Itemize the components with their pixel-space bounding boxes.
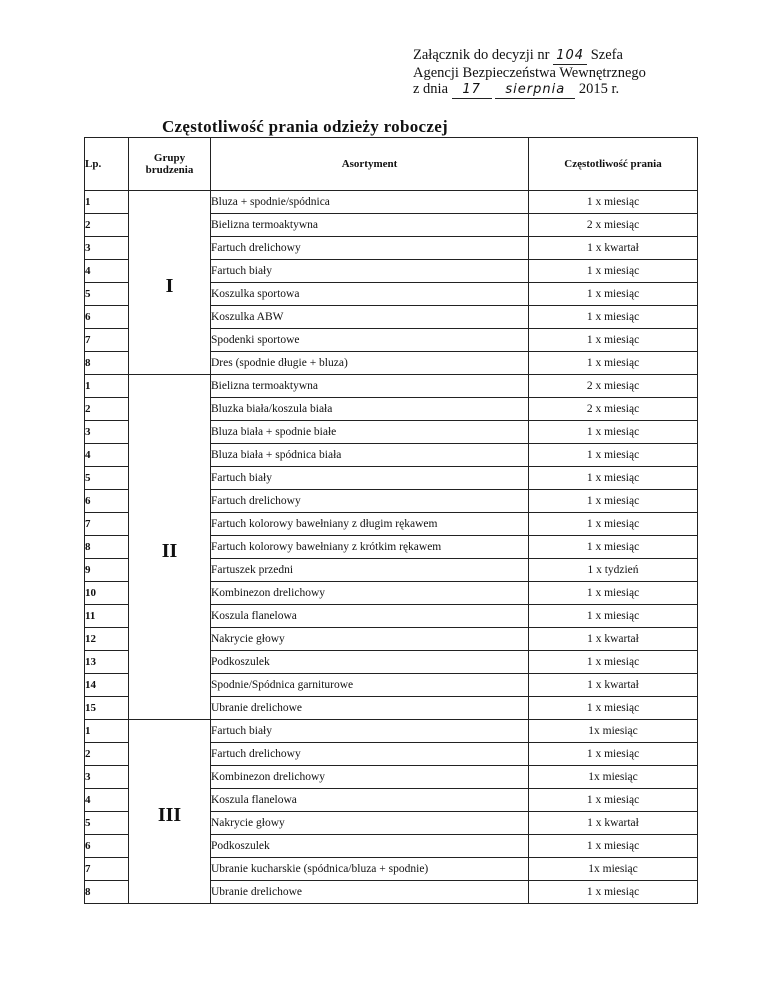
soiling-group-label: I bbox=[165, 275, 174, 297]
assortment-cell: Ubranie kucharskie (spódnica/bluza + spodnie) bbox=[211, 858, 529, 881]
assortment-cell: Fartuch drelichowy bbox=[211, 237, 529, 260]
date-day: 17 bbox=[452, 82, 492, 99]
row-number: 1 bbox=[85, 191, 129, 214]
frequency-cell: 1 x miesiąc bbox=[529, 329, 698, 352]
date-year: 2015 r. bbox=[578, 81, 620, 97]
row-number: 4 bbox=[85, 444, 129, 467]
assortment-cell: Fartuch drelichowy bbox=[211, 743, 529, 766]
row-number: 7 bbox=[85, 513, 129, 536]
header-lp: Lp. bbox=[85, 138, 129, 191]
assortment-cell: Bielizna termoaktywna bbox=[211, 214, 529, 237]
table-row bbox=[85, 191, 698, 214]
row-number: 6 bbox=[85, 490, 129, 513]
row-number: 8 bbox=[85, 352, 129, 375]
frequency-cell: 2 x miesiąc bbox=[529, 398, 698, 421]
soiling-group-cell bbox=[129, 720, 211, 904]
row-number: 8 bbox=[85, 536, 129, 559]
header-prefix: Załącznik do decyzji nr bbox=[413, 47, 550, 63]
soiling-group-label: III bbox=[157, 804, 182, 826]
row-number: 7 bbox=[85, 858, 129, 881]
soiling-group-cell bbox=[129, 191, 211, 375]
row-number: 5 bbox=[85, 467, 129, 490]
date-month: sierpnia bbox=[495, 82, 575, 99]
header-line-1 bbox=[413, 47, 646, 65]
assortment-cell: Kombinezon drelichowy bbox=[211, 582, 529, 605]
frequency-cell: 1 x tydzień bbox=[529, 559, 698, 582]
assortment-cell: Bluza + spodnie/spódnica bbox=[211, 191, 529, 214]
frequency-cell: 1 x kwartał bbox=[529, 237, 698, 260]
row-number: 12 bbox=[85, 628, 129, 651]
assortment-cell: Fartuch kolorowy bawełniany z długim rękawem bbox=[211, 513, 529, 536]
frequency-cell: 1 x miesiąc bbox=[529, 697, 698, 720]
frequency-cell: 1 x kwartał bbox=[529, 674, 698, 697]
row-number: 2 bbox=[85, 214, 129, 237]
assortment-cell: Koszula flanelowa bbox=[211, 605, 529, 628]
laundry-frequency-table bbox=[84, 137, 698, 904]
table-row bbox=[85, 375, 698, 398]
frequency-cell: 1 x miesiąc bbox=[529, 513, 698, 536]
header-line-2: Agencji Bezpieczeństwa Wewnętrznego bbox=[413, 65, 646, 81]
row-number: 5 bbox=[85, 283, 129, 306]
frequency-cell: 1 x miesiąc bbox=[529, 490, 698, 513]
assortment-cell: Ubranie drelichowe bbox=[211, 881, 529, 904]
assortment-cell: Spodnie/Spódnica garniturowe bbox=[211, 674, 529, 697]
assortment-cell: Fartuch biały bbox=[211, 720, 529, 743]
assortment-cell: Koszulka sportowa bbox=[211, 283, 529, 306]
row-number: 4 bbox=[85, 789, 129, 812]
frequency-cell: 2 x miesiąc bbox=[529, 214, 698, 237]
decision-number: 104 bbox=[553, 48, 587, 65]
row-number: 2 bbox=[85, 743, 129, 766]
frequency-cell: 1 x miesiąc bbox=[529, 306, 698, 329]
row-number: 7 bbox=[85, 329, 129, 352]
row-number: 14 bbox=[85, 674, 129, 697]
assortment-cell: Nakrycie głowy bbox=[211, 812, 529, 835]
row-number: 11 bbox=[85, 605, 129, 628]
assortment-cell: Dres (spodnie długie + bluza) bbox=[211, 352, 529, 375]
row-number: 5 bbox=[85, 812, 129, 835]
header-line-3 bbox=[413, 81, 646, 99]
row-number: 4 bbox=[85, 260, 129, 283]
assortment-cell: Bluza biała + spodnie białe bbox=[211, 421, 529, 444]
row-number: 10 bbox=[85, 582, 129, 605]
soiling-group-label: II bbox=[161, 539, 178, 562]
frequency-cell: 1 x miesiąc bbox=[529, 421, 698, 444]
frequency-cell: 1 x miesiąc bbox=[529, 835, 698, 858]
frequency-cell: 1 x miesiąc bbox=[529, 444, 698, 467]
assortment-cell: Koszulka ABW bbox=[211, 306, 529, 329]
row-number: 1 bbox=[85, 375, 129, 398]
row-number: 2 bbox=[85, 398, 129, 421]
frequency-cell: 1 x miesiąc bbox=[529, 260, 698, 283]
assortment-cell: Ubranie drelichowe bbox=[211, 697, 529, 720]
row-number: 3 bbox=[85, 237, 129, 260]
assortment-cell: Bielizna termoaktywna bbox=[211, 375, 529, 398]
row-number: 9 bbox=[85, 559, 129, 582]
table-header-row bbox=[85, 138, 698, 191]
frequency-cell: 1 x miesiąc bbox=[529, 536, 698, 559]
assortment-cell: Kombinezon drelichowy bbox=[211, 766, 529, 789]
row-number: 15 bbox=[85, 697, 129, 720]
assortment-cell: Koszula flanelowa bbox=[211, 789, 529, 812]
frequency-cell: 1x miesiąc bbox=[529, 766, 698, 789]
assortment-cell: Fartuszek przedni bbox=[211, 559, 529, 582]
frequency-cell: 1 x miesiąc bbox=[529, 605, 698, 628]
header-frequency: Częstotliwość prania bbox=[529, 138, 698, 191]
row-number: 6 bbox=[85, 306, 129, 329]
frequency-cell: 1 x miesiąc bbox=[529, 283, 698, 306]
frequency-cell: 1 x miesiąc bbox=[529, 881, 698, 904]
assortment-cell: Bluza biała + spódnica biała bbox=[211, 444, 529, 467]
date-prefix: z dnia bbox=[413, 81, 449, 97]
frequency-cell: 1 x miesiąc bbox=[529, 582, 698, 605]
row-number: 3 bbox=[85, 421, 129, 444]
frequency-cell: 1 x miesiąc bbox=[529, 743, 698, 766]
frequency-cell: 1 x miesiąc bbox=[529, 191, 698, 214]
assortment-cell: Fartuch biały bbox=[211, 260, 529, 283]
annex-header bbox=[413, 47, 646, 99]
table-row bbox=[85, 720, 698, 743]
frequency-cell: 1 x miesiąc bbox=[529, 352, 698, 375]
header-assortment: Asortyment bbox=[211, 138, 529, 191]
row-number: 3 bbox=[85, 766, 129, 789]
assortment-cell: Nakrycie głowy bbox=[211, 628, 529, 651]
assortment-cell: Bluzka biała/koszula biała bbox=[211, 398, 529, 421]
row-number: 8 bbox=[85, 881, 129, 904]
frequency-cell: 1 x miesiąc bbox=[529, 789, 698, 812]
assortment-cell: Podkoszulek bbox=[211, 651, 529, 674]
header-suffix: Szefa bbox=[590, 47, 623, 63]
row-number: 13 bbox=[85, 651, 129, 674]
header-group: Grupy brudzenia bbox=[129, 138, 211, 191]
assortment-cell: Fartuch biały bbox=[211, 467, 529, 490]
row-number: 6 bbox=[85, 835, 129, 858]
frequency-cell: 1x miesiąc bbox=[529, 858, 698, 881]
assortment-cell: Fartuch kolorowy bawełniany z krótkim rękawem bbox=[211, 536, 529, 559]
row-number: 1 bbox=[85, 720, 129, 743]
frequency-cell: 1 x miesiąc bbox=[529, 651, 698, 674]
frequency-cell: 1 x kwartał bbox=[529, 628, 698, 651]
frequency-cell: 1 x miesiąc bbox=[529, 467, 698, 490]
assortment-cell: Fartuch drelichowy bbox=[211, 490, 529, 513]
frequency-cell: 1x miesiąc bbox=[529, 720, 698, 743]
soiling-group-cell bbox=[129, 375, 211, 720]
document-title: Częstotliwość prania odzieży roboczej bbox=[161, 117, 449, 136]
frequency-cell: 2 x miesiąc bbox=[529, 375, 698, 398]
frequency-cell: 1 x kwartał bbox=[529, 812, 698, 835]
assortment-cell: Podkoszulek bbox=[211, 835, 529, 858]
assortment-cell: Spodenki sportowe bbox=[211, 329, 529, 352]
